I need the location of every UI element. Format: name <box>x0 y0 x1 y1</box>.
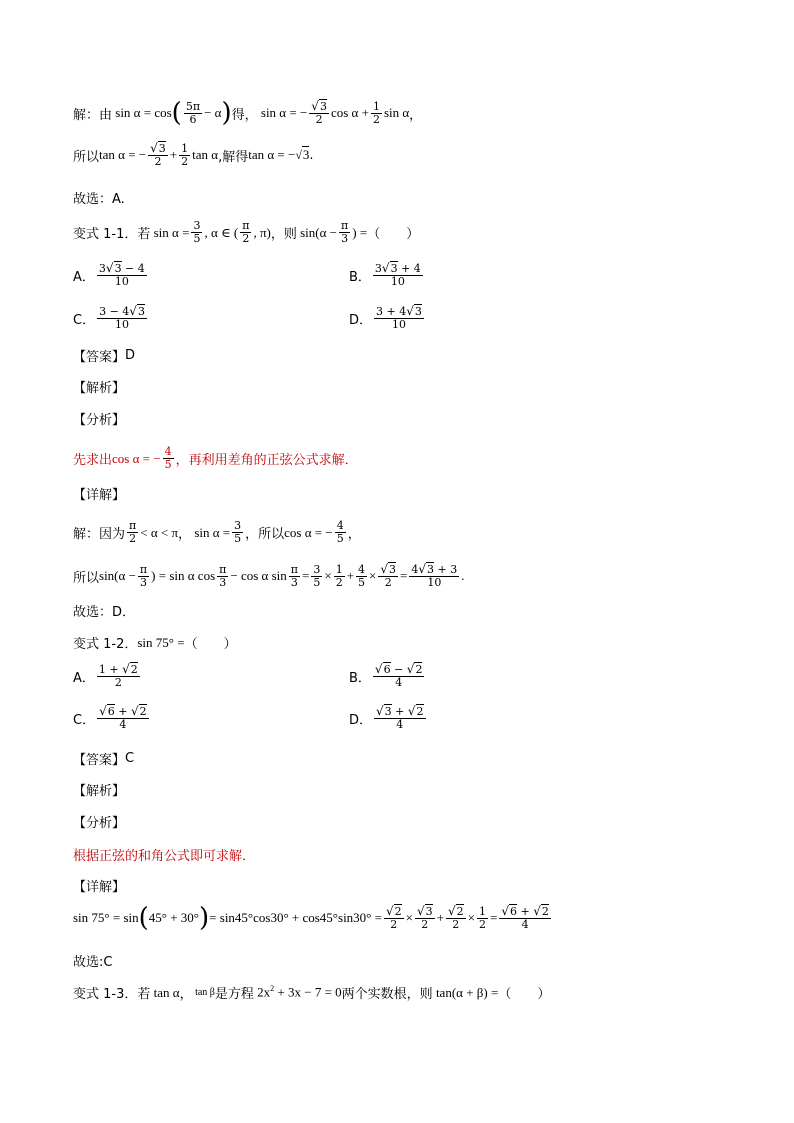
blank-paren: （ ） <box>498 987 551 1002</box>
math-frac: $\frac{√3}{2}$ <box>150 141 166 168</box>
answer-choice-line-3: 故选:C <box>73 955 113 970</box>
fenxi-text-2: 根据正弦的和角公式即可求解． <box>73 849 256 864</box>
math-frac: $\frac{4}{5}$ <box>358 562 366 589</box>
math-frac: $\frac{3}{5}$ <box>193 219 201 245</box>
math-frac: $\frac{√3 + √2}{4}$ <box>376 704 424 731</box>
math-frac: $\frac{√6 + √2}{4}$ <box>501 904 549 931</box>
text: 所以 <box>73 149 100 165</box>
fenxi-text <box>73 446 358 471</box>
math-frac: $\frac{√3}{2}$ <box>380 562 397 589</box>
math: = sin45°cos30° + cos45°sin30° = <box>209 910 382 925</box>
option-label: A． <box>73 670 95 686</box>
math: sin 75° = sin <box>73 910 139 925</box>
math: tan α <box>192 147 219 162</box>
text: ,解得 <box>218 149 249 165</box>
math: sin(α − <box>296 224 338 240</box>
answer-tag: 【答案】 <box>73 753 126 768</box>
text: ，再利用差角的正弦公式求解． <box>175 453 358 468</box>
math-frac: $\frac{\pi}{3}$ <box>290 562 299 589</box>
text: 两个实数根，则 <box>341 987 433 1002</box>
math: cos α = − <box>112 450 161 466</box>
option-label: C． <box>73 312 96 328</box>
text: ，则 <box>270 227 297 242</box>
math: sin 75° = <box>137 634 185 650</box>
math: = <box>489 910 498 925</box>
math-frac: $\frac{√6 + √2}{4}$ <box>99 704 147 731</box>
text: ， <box>347 527 361 542</box>
math-frac: $\frac{3 - 4√3}{10}$ <box>99 304 145 331</box>
math: tan β <box>192 987 215 998</box>
question-1-3 <box>73 983 550 1002</box>
math: sin α = − <box>257 105 308 120</box>
math: sin α = <box>150 224 190 240</box>
math-frac: $\frac{3}{5}$ <box>313 562 321 589</box>
math: = <box>302 568 310 583</box>
math-frac: $\frac{\pi}{3}$ <box>139 562 148 589</box>
math: < α < π <box>140 524 179 540</box>
analysis-heading-2: 【解析】 <box>73 784 126 799</box>
math-frac: $\frac{3√3 + 4}{10}$ <box>374 261 421 288</box>
option-c-2[interactable] <box>73 705 151 731</box>
text: 所以 <box>73 570 100 586</box>
math-frac: $\frac{1}{2}$ <box>372 99 380 126</box>
option-label: B． <box>349 269 371 285</box>
answer-choice-line: 故选：A. <box>73 192 125 207</box>
answer-choice-line-2: 故选：D． <box>73 605 136 620</box>
option-label: A． <box>73 269 95 285</box>
text: 得， <box>231 107 258 123</box>
math: = <box>400 568 408 583</box>
math-frac: $\frac{√2}{2}$ <box>447 904 464 931</box>
option-b[interactable] <box>349 262 425 288</box>
blank-paren: （ ） <box>367 227 420 242</box>
option-d[interactable] <box>349 305 426 331</box>
math: sin α <box>383 105 410 120</box>
math: + <box>436 910 444 925</box>
answer-value: C <box>125 751 135 766</box>
math-frac: $\frac{4}{5}$ <box>336 519 344 545</box>
math: , π) <box>253 224 271 240</box>
math-frac: $\frac{1 + √2}{2}$ <box>98 662 138 689</box>
math-frac: $\frac{1}{2}$ <box>181 141 189 168</box>
question-label: 变式 1-3．若 <box>73 987 151 1002</box>
math-frac: $\frac{3 + 4√3}{10}$ <box>376 304 422 331</box>
math-frac: $\frac{4√3 + 3}{10}$ <box>411 562 458 589</box>
fenxi-heading-2: 【分析】 <box>73 816 126 831</box>
math: tan α = − <box>99 147 147 162</box>
math-frac: $\frac{\pi}{2}$ <box>129 519 137 545</box>
option-label: D． <box>349 712 373 728</box>
text: ， <box>178 527 192 542</box>
math-frac: $\frac{\pi}{3}$ <box>341 219 349 245</box>
math: , α ∈ ( <box>204 224 239 240</box>
math-paren: ) <box>199 903 210 933</box>
math: ) = <box>352 224 368 240</box>
option-b-2[interactable] <box>349 663 426 689</box>
math-frac: $\frac{1}{2}$ <box>335 562 343 589</box>
math: × <box>467 910 475 925</box>
option-a-2[interactable] <box>73 663 142 689</box>
detail-line-3 <box>73 905 553 931</box>
text: 解：因为 <box>73 527 126 542</box>
text: 解：由 <box>73 107 113 123</box>
question-1-1 <box>73 220 419 245</box>
math: sin α = cos <box>112 105 172 120</box>
math-frac: $\frac{√2}{2}$ <box>385 904 402 931</box>
answer-tag: 【答案】 <box>73 350 126 365</box>
math-paren: ( <box>171 98 182 128</box>
math-frac: $\frac{√3}{2}$ <box>416 904 433 931</box>
math: × <box>405 910 413 925</box>
option-label: D． <box>349 312 373 328</box>
math: sin(α − <box>99 568 136 583</box>
math: − cos α sin <box>230 568 287 583</box>
math-frac: $\frac{3}{5}$ <box>234 519 242 545</box>
math: − α <box>204 105 222 120</box>
math: + <box>169 147 178 162</box>
detail-line-1 <box>73 520 361 545</box>
question-label: 变式 1-2． <box>73 637 138 652</box>
math: × <box>324 568 332 583</box>
math: ) = sin α cos <box>151 568 216 583</box>
text: 是方程 <box>214 987 254 1002</box>
math-frac: $\frac{1}{2}$ <box>478 904 486 931</box>
math-frac: $\frac{5\pi}{6}$ <box>185 99 201 126</box>
option-label: C． <box>73 712 96 728</box>
math: tan(α + β) = <box>432 984 499 1000</box>
math: $2x^2 + 3x - 7 = 0$ <box>253 984 342 1000</box>
math: tan α = −√3 <box>248 147 310 162</box>
math-frac: $\frac{√3}{2}$ <box>311 99 327 126</box>
option-label: B． <box>349 670 371 686</box>
xiangjie-heading: 【详解】 <box>73 488 126 503</box>
answer-1-2 <box>73 749 134 768</box>
math: cos α = − <box>284 524 333 540</box>
detail-line-2 <box>73 563 465 589</box>
xiangjie-heading-2: 【详解】 <box>73 880 126 895</box>
question-label: 变式 1-1．若 <box>73 227 151 242</box>
math-frac: $\frac{\pi}{3}$ <box>219 562 227 589</box>
text: 先求出 <box>73 453 113 468</box>
question-1-2 <box>73 633 237 652</box>
math-frac: $\frac{3√3 - 4}{10}$ <box>98 261 145 288</box>
text: ， <box>179 987 193 1002</box>
text: ，所以 <box>245 527 285 542</box>
math-frac: $\frac{4}{5}$ <box>164 445 172 471</box>
math: sin α = <box>191 524 231 540</box>
math: + <box>346 568 355 583</box>
option-c[interactable] <box>73 305 149 331</box>
math: tan α <box>150 984 180 1000</box>
solution-line-1 <box>73 100 422 126</box>
fenxi-heading: 【分析】 <box>73 413 126 428</box>
text: ， <box>409 107 423 123</box>
math-frac: $\frac{\pi}{2}$ <box>242 219 250 245</box>
math: 45° + 30° <box>148 910 200 925</box>
math: . <box>461 568 465 583</box>
math: cos α + <box>330 105 369 120</box>
math-paren: ( <box>138 903 149 933</box>
math: × <box>369 568 377 583</box>
math-frac: $\frac{√6 - √2}{4}$ <box>374 662 423 689</box>
option-a[interactable] <box>73 262 149 288</box>
math-paren: ) <box>221 98 232 128</box>
analysis-heading: 【解析】 <box>73 381 126 396</box>
option-d-2[interactable] <box>349 705 428 731</box>
blank-paren: （ ） <box>184 637 237 652</box>
solution-line-2 <box>73 142 314 168</box>
answer-1-1 <box>73 346 135 365</box>
answer-value: D <box>125 348 136 363</box>
text: . <box>309 147 314 163</box>
